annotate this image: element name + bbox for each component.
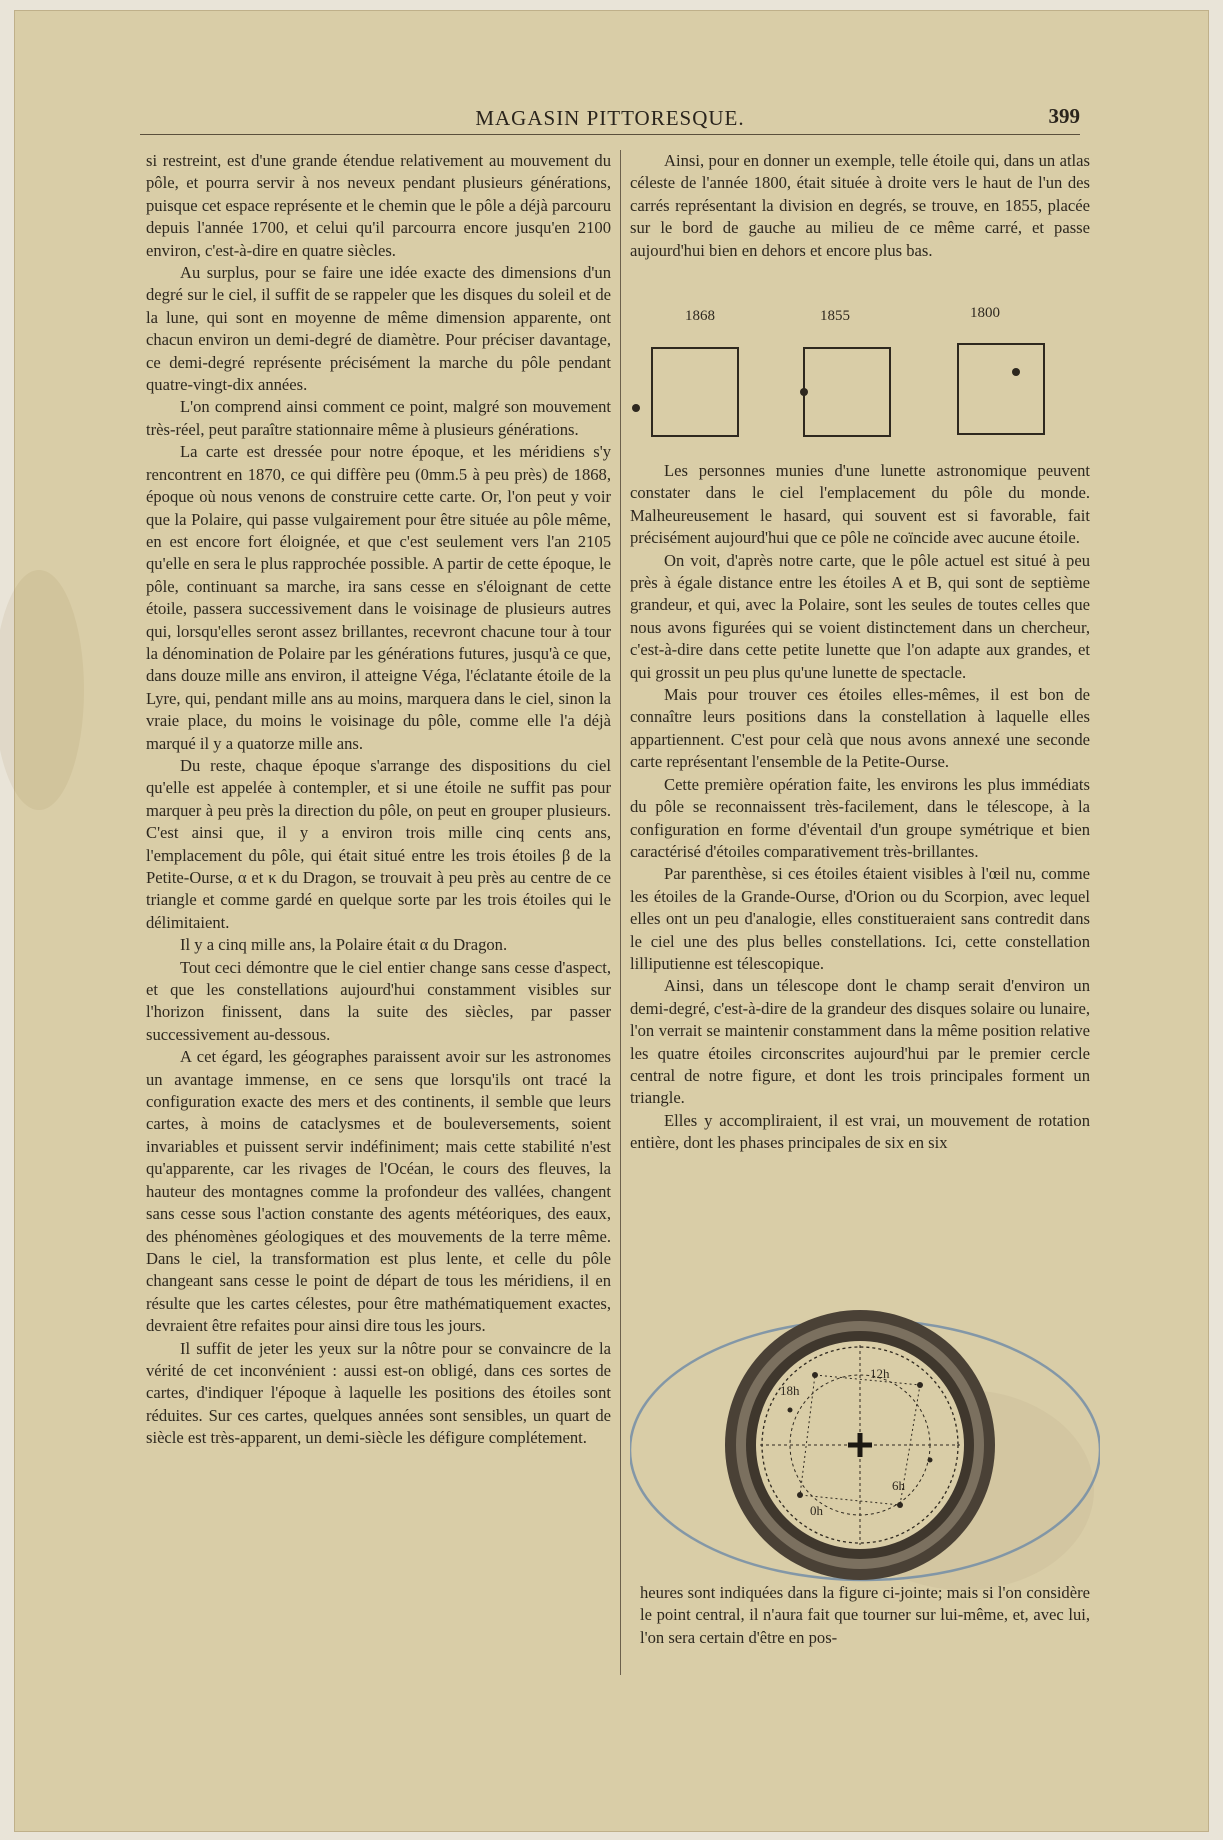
right-column-top (630, 150, 1090, 262)
star-dot (800, 388, 808, 396)
page-title: MAGASIN PITTORESQUE. (475, 106, 745, 130)
hour-label: 18h (780, 1383, 800, 1398)
star-dot (797, 1492, 803, 1498)
square-1855 (804, 348, 890, 436)
square-1800 (958, 344, 1044, 434)
star-dot (917, 1382, 923, 1388)
paragraph: Il y a cinq mille ans, la Polaire était α du Dragon. (180, 935, 508, 955)
paragraph: Par parenthèse, si ces étoiles étaient visibles à l'œil nu, comme les étoiles de la Grande-Ourse, d'Orion ou du Scorpion, avec lequel elles ont un peu d'analogie, elles constitueraient sans contredit dans le ciel une des plus belles constellations. Ici, cette constellation lilliputienne est télescopique. (630, 864, 1090, 973)
paragraph: Cette première opération faite, les environs les plus immédiats du pôle se reconnaissent très-facilement, dans le télescope, à la configuration en forme d'éventail d'un groupe symétrique et bien caractérisé d'étoiles comparativement très-brillantes. (630, 774, 1090, 861)
paragraph: Ainsi, pour en donner un exemple, telle étoile qui, dans un atlas céleste de l'année 1800, était située à droite vers le haut de l'un des carrés représentant la division en degrés, se trouve, en 1855, placée sur le bord de gauche au milieu de ce même carré, et passe aujourd'hui bien en dehors et encore plus bas. (630, 151, 1090, 260)
right-column-middle (630, 460, 1090, 1155)
hour-label: 12h (870, 1366, 890, 1381)
hour-label: 0h (810, 1503, 823, 1518)
paper-stain (0, 570, 84, 810)
paragraph: Mais pour trouver ces étoiles elles-mêmes, il est bon de connaître leurs positions dans la constellation à laquelle elles appartiennent. C'est pour celà que nous avons annexé une seconde carte représentant l'ensemble de la Petite-Ourse. (630, 685, 1090, 772)
square-1868 (652, 348, 738, 436)
paragraph: Tout ceci démontre que le ciel entier change sans cesse d'aspect, et que les constellations aujourd'hui constamment visibles sur l'horizon finissent, dans la suite des siècles, par passer successivement au-dessous. (146, 957, 611, 1044)
paragraph: Les personnes munies d'une lunette astronomique peuvent constater dans le ciel l'emplacement du pôle du monde. Malheureusement le hasard, qui souvent est si favorable, fait précisément aujourd'hui que ce pôle ne coïncide avec aucune étoile. (630, 461, 1090, 548)
star-dot (897, 1502, 903, 1508)
figure-circle (630, 1300, 1100, 1620)
star-dot (928, 1458, 933, 1463)
figure-label: 1868 (685, 308, 715, 324)
paragraph: heures sont indiquées dans la figure ci-jointe; mais si l'on considère le point central, il n'aura fait que tourner sur lui-même, et, avec lui, l'on sera certain d'être en pos- (640, 1583, 1090, 1647)
hour-label: 6h (892, 1478, 905, 1493)
right-column-bottom (640, 1582, 1090, 1649)
paragraph: Il suffit de jeter les yeux sur la nôtre pour se convaincre de la vérité de cet inconvénient : aussi est-on obligé, dans ces sortes de cartes, d'indiquer l'époque à laquelle les positions des étoiles sont réduites. Sur ces cartes, quelques années sont sensibles, un quart de siècle est très-apparent, un demi-siècle les défigure complétement. (146, 1338, 611, 1448)
paragraph: Au surplus, pour se faire une idée exacte des dimensions d'un degré sur le ciel, il suffit de se rappeler que les disques du soleil et de la lune, qui sont en moyenne de même dimension apparente, ont chacun environ un demi-degré de diamètre. Pour préciser davantage, ce demi-degré représente précisément la marche du pôle pendant quatre-vingt-dix années. (146, 263, 611, 395)
figure-label: 1800 (970, 305, 1000, 321)
figure-label: 1855 (820, 308, 850, 324)
paragraph: Ainsi, dans un télescope dont le champ serait d'environ un demi-degré, c'est-à-dire de la grandeur des disques solaire ou lunaire, l'on verrait se maintenir constamment dans la même position relative les quatre étoiles circonscrites aujourd'hui par le premier cercle central de notre figure, et dont les trois principales forment un triangle. (630, 976, 1090, 1108)
paragraph: A cet égard, les géographes paraissent avoir sur les astronomes un avantage immense, en ce sens que lorsqu'ils ont tracé la configuration exacte des mers et des continents, il semble que leurs cartes, à moins de cataclysmes et de bouleversements, soient invariables et puissent servir indéfiniment; mais cette stabilité n'est qu'apparente, car les rivages de l'Océan, le cours des fleuves, la hauteur des montagnes comme la profondeur des vallées, changent sans cesse sous l'action constante des agents météoriques, des eaux, des phénomènes géologiques et des mouvements de la terre même. Dans le ciel, la transformation est plus lente, et celle du pôle changeant sans cesse le point de départ de tous les méridiens, il en résulte que les cartes célestes, pour être mathématiquement exactes, devraient être refaites pour ainsi dire tous les jours. (146, 1047, 611, 1336)
paragraph: Du reste, chaque époque s'arrange des dispositions du ciel qu'elle est appelée à contempler, et si une étoile ne suffit pas pour marquer à peu près la direction du pôle, on peut en grouper plusieurs. C'est ainsi que, il y a environ trois mille cinq cents ans, l'emplacement du pôle, qui était situé entre les trois étoiles β de la Petite-Ourse, α et κ du Dragon, se trouvait à peu près au centre de ce triangle et comme gardé en quelque sorte par les trois étoiles qui le délimitaient. (146, 755, 611, 932)
paragraph: La carte est dressée pour notre époque, et les méridiens s'y rencontrent en 1870, ce qui diffère peu (0mm.5 à peu près) de 1868, époque où nous venons de construire cette carte. Or, l'on peut y voir que la Polaire, qui passe vulgairement pour être située au pôle même, en est encore fort éloignée, et que c'est seulement vers l'an 2105 qu'elle en sera le plus rapprochée possible. A partir de cette époque, le pôle, continuant sa marche, ira sans cesse en s'éloignant de cette étoile, passera successivement dans le voisinage de plusieurs autres qui, lorsqu'elles seront assez brillantes, recevront chacune tour à tour la dénomination de Polaire par les générations futures, jusqu'à ce que, dans douze mille ans environ, il atteigne Véga, l'éclatante étoile de la Lyre, qui, pendant mille ans au moins, marquera dans le ciel, sinon la vraie place, du moins le voisinage du pôle, comme elle l'a déjà marqué il y a quatorze mille ans. (146, 442, 611, 753)
paragraph: L'on comprend ainsi comment ce point, malgré son mouvement très-réel, peut paraître stationnaire même à plusieurs générations. (146, 397, 611, 439)
page-header (140, 104, 1080, 135)
star-dot (1012, 368, 1020, 376)
paragraph: On voit, d'après notre carte, que le pôle actuel est situé à peu près à égale distance entre les étoiles A et B, qui sont de septième grandeur, et qui, avec la Polaire, sont les seules de toutes celles que nous avons figurées qui se voient distinctement dans un chercheur, c'est-à-dire dans cette petite lunette que l'on adapte aux grandes, et qui grossit un peu plus qu'une lunette de spectacle. (630, 550, 1090, 682)
star-dot (788, 1408, 793, 1413)
figure-squares (620, 300, 1090, 450)
page-number: 399 (1048, 104, 1080, 128)
star-dot (812, 1372, 818, 1378)
paragraph: si restreint, est d'une grande étendue relativement au mouvement du pôle, et pourra servir à nos neveux pendant plusieurs générations, puisque cet espace représente et le chemin que le pôle a déjà parcouru depuis l'année 1700, et celui qu'il parcourra encore jusqu'en 2100 environ, c'est-à-dire en quatre siècles. (146, 151, 611, 260)
paragraph: Elles y accompliraient, il est vrai, un mouvement de rotation entière, dont les phases principales de six en six (630, 1110, 1090, 1153)
left-column (146, 150, 611, 1450)
star-dot (632, 404, 640, 412)
